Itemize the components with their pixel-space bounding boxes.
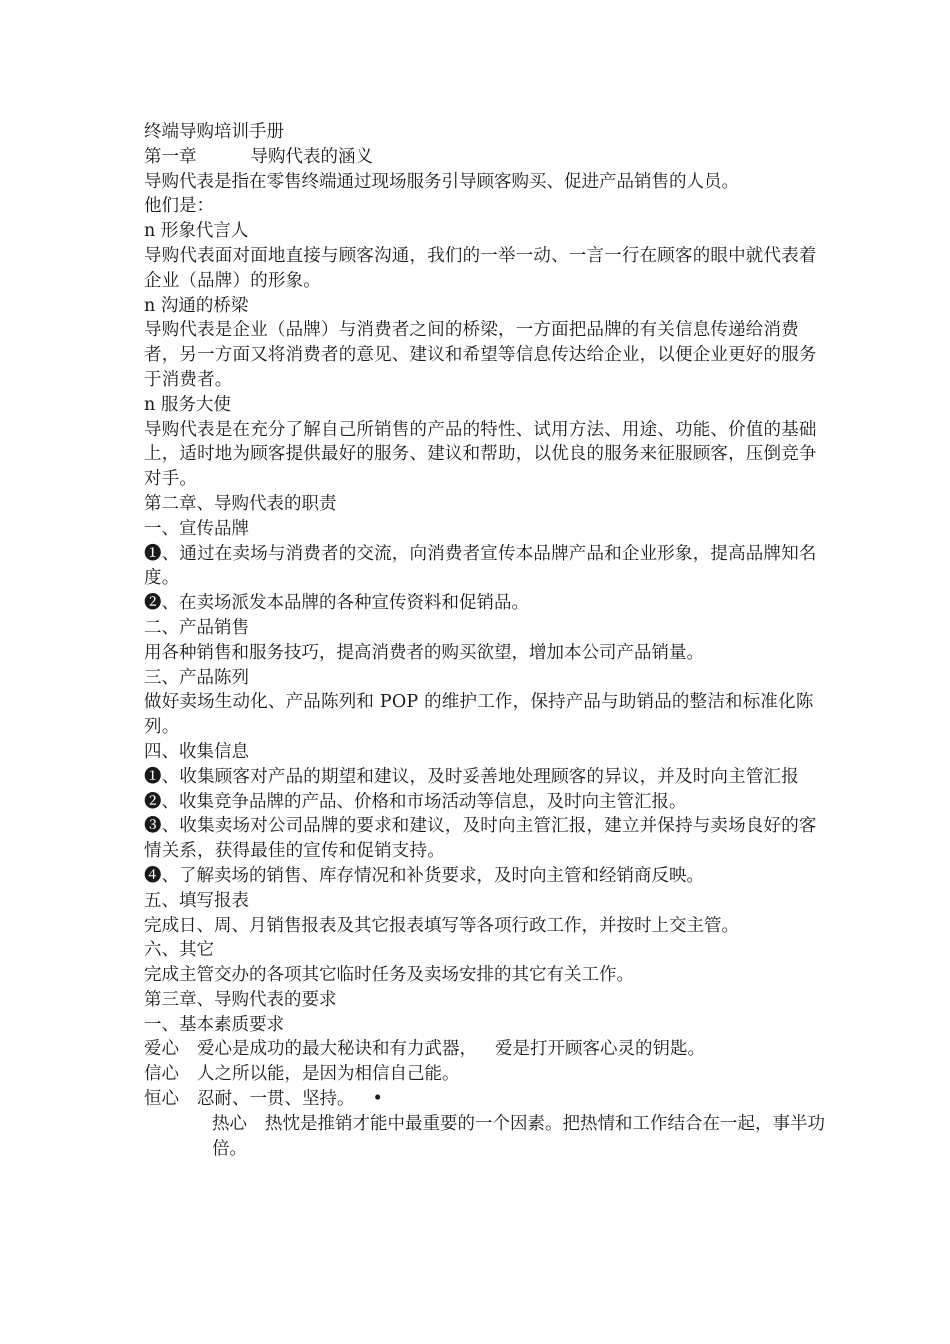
duty-1-title: 一、宣传品牌 — [144, 518, 249, 539]
duty-1-point-1: ❶、通过在卖场与消费者的交流，向消费者宣传本品牌产品和企业形象，提高品牌知名度。 — [144, 543, 817, 589]
quality-love-text: 爱心是成功的最大秘诀和有力武器， — [197, 1039, 477, 1060]
duty-4-point-3: ❸、收集卖场对公司品牌的要求和建议，及时向主管汇报，建立并保持与卖场良好的客情关系，获得最佳的宣传和促销支持。 — [144, 816, 817, 862]
duty-5-text: 完成日、周、月销售报表及其它报表填写等各项行政工作，并按时上交主管。 — [144, 915, 739, 936]
duty-2-title: 二、产品销售 — [144, 617, 249, 638]
duty-4-point-4: ❹、了解卖场的销售、库存情况和补货要求，及时向主管和经销商反映。 — [144, 865, 704, 886]
role-2-text: 导购代表是企业（品牌）与消费者之间的桥梁，一方面把品牌的有关信息传递给消费者，另一方面又将消费者的意见、建议和希望等信息传达给企业，以便企业更好的服务于消费者。 — [144, 320, 817, 390]
quality-love — [144, 1037, 834, 1062]
bullet-icon: • — [372, 1089, 383, 1110]
duty-1-point-2: ❷、在卖场派发本品牌的各种宣传资料和促销品。 — [144, 593, 529, 614]
quality-faith-text: 人之所以能，是因为相信自己能。 — [197, 1064, 460, 1085]
chapter-1-title: 导购代表的涵义 — [250, 146, 373, 167]
duty-5-title: 五、填写报表 — [144, 890, 249, 911]
quality-passion-text: 热忱是推销才能中最重要的一个因素。把热情和工作结合在一起，事半功倍。 — [212, 1113, 825, 1159]
quality-persistence — [144, 1087, 834, 1112]
chapter-1-number: 第一章 — [144, 146, 197, 167]
document-body — [144, 120, 834, 1161]
document-title: 终端导购培训手册 — [144, 122, 284, 142]
duty-4-point-1: ❶、收集顾客对产品的期望和建议，及时妥善地处理顾客的异议，并及时向主管汇报 — [144, 766, 799, 787]
role-3-title: n 服务大使 — [144, 394, 231, 415]
duty-3-text: 做好卖场生动化、产品陈列和 POP 的维护工作，保持产品与助销品的整洁和标准化陈列。 — [144, 692, 814, 738]
duty-6-title: 六、其它 — [144, 940, 214, 961]
chapter-2-heading: 第二章、导购代表的职责 — [144, 493, 337, 514]
duty-3-title: 三、产品陈列 — [144, 667, 249, 688]
chapter-1-they-are: 他们是： — [144, 196, 214, 217]
quality-faith-label: 信心 — [144, 1064, 179, 1085]
quality-persistence-text: 忍耐、一贯、坚持。 — [197, 1089, 355, 1110]
quality-faith — [144, 1062, 834, 1087]
role-1-text: 导购代表面对面地直接与顾客沟通，我们的一举一动、一言一行在顾客的眼中就代表着企业（品牌）的形象。 — [144, 245, 817, 291]
quality-persistence-label: 恒心 — [144, 1089, 179, 1110]
quality-passion — [144, 1112, 834, 1162]
quality-love-text-2: 爱是打开顾客心灵的钥匙。 — [495, 1039, 705, 1060]
quality-section-title: 一、基本素质要求 — [144, 1014, 284, 1035]
role-3-text: 导购代表是在充分了解自己所销售的产品的特性、试用方法、用途、功能、价值的基础上，适时地为顾客提供最好的服务、建议和帮助，以优良的服务来征服顾客，压倒竞争对手。 — [144, 419, 817, 490]
quality-love-label: 爱心 — [144, 1039, 179, 1060]
chapter-3-heading: 第三章、导购代表的要求 — [144, 989, 337, 1010]
duty-6-text: 完成主管交办的各项其它临时任务及卖场安排的其它有关工作。 — [144, 965, 634, 986]
role-1-title: n 形象代言人 — [144, 221, 249, 242]
chapter-1-heading — [144, 145, 834, 170]
chapter-1-intro: 导购代表是指在零售终端通过现场服务引导顾客购买、促进产品销售的人员。 — [144, 171, 739, 192]
duty-2-text: 用各种销售和服务技巧，提高消费者的购买欲望，增加本公司产品销量。 — [144, 642, 704, 663]
quality-passion-label: 热心 — [212, 1113, 247, 1134]
duty-4-point-2: ❷、收集竞争品牌的产品、价格和市场活动等信息，及时向主管汇报。 — [144, 791, 687, 812]
duty-4-title: 四、收集信息 — [144, 741, 249, 762]
role-2-title: n 沟通的桥梁 — [144, 295, 249, 316]
